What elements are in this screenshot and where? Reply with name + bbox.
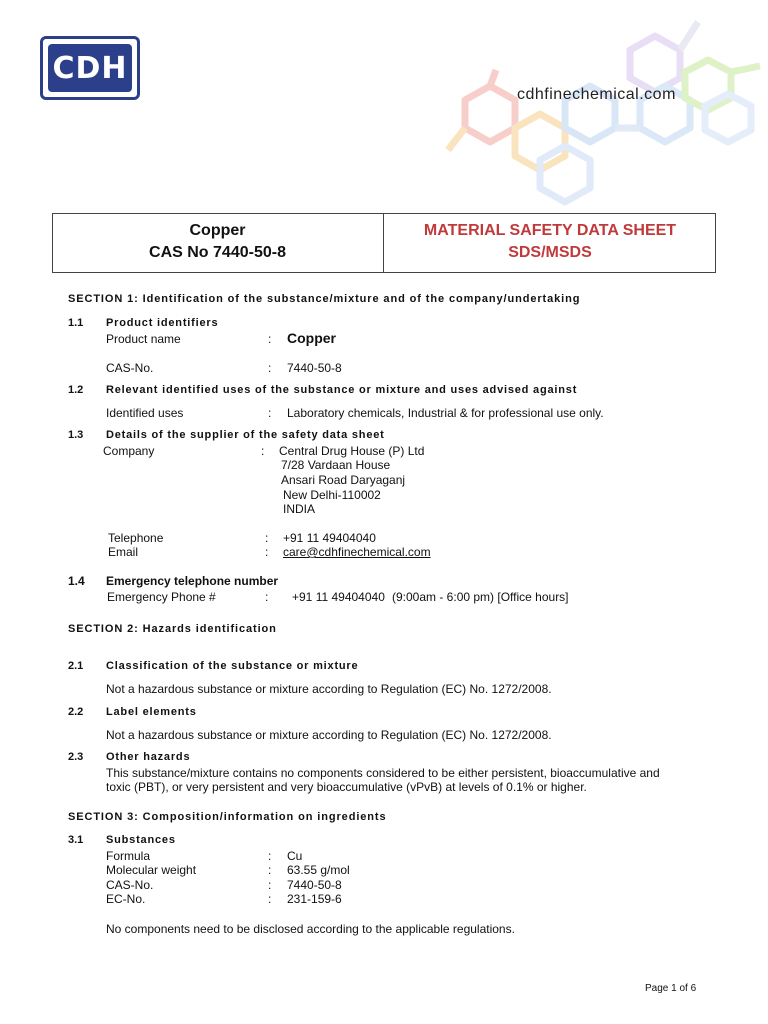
field-label: Molecular weight [106, 863, 197, 877]
address-line: Central Drug House (P) Ltd [279, 444, 425, 458]
cas-value: 7440-50-8 [287, 878, 342, 892]
body-text: toxic (PBT), or very persistent and very bioaccumulative (vPvB) at levels of 0.1% or higher. [106, 780, 587, 794]
emergency-phone-value: +91 11 49404040 [292, 590, 385, 604]
subsection-number: 2.3 [68, 751, 84, 763]
product-cas: CAS No 7440-50-8 [149, 244, 286, 261]
body-text: No components need to be disclosed according to the applicable regulations. [106, 922, 515, 936]
field-label: CAS-No. [106, 878, 154, 892]
body-text: Not a hazardous substance or mixture according to Regulation (EC) No. 1272/2008. [106, 682, 552, 696]
emergency-phone-hours: (9:00am - 6:00 pm) [Office hours] [392, 590, 569, 604]
page-number: Page 1 of 6 [645, 983, 697, 994]
address-line: INDIA [283, 502, 316, 516]
section-1-heading: SECTION 1: Identification of the substance/mixture and of the company/undertaking [68, 293, 581, 305]
cas-value: 7440-50-8 [287, 361, 342, 375]
subsection-number: 1.1 [68, 317, 84, 329]
field-label: Telephone [108, 531, 164, 545]
subsection-number: 1.3 [68, 429, 84, 441]
subsection-number: 2.2 [68, 706, 84, 718]
subsection-number: 3.1 [68, 834, 84, 846]
subsection-number: 1.4 [68, 574, 85, 588]
ec-value: 231-159-6 [287, 892, 342, 906]
colon: : [268, 878, 272, 892]
body-text: This substance/mixture contains no components considered to be either persistent, bioaccumulative and [106, 766, 660, 780]
msds-subtitle: SDS/MSDS [508, 244, 592, 261]
address-line: 7/28 Vardaan House [281, 458, 391, 472]
field-label: EC-No. [106, 892, 146, 906]
field-label: CAS-No. [106, 361, 154, 375]
field-label: Identified uses [106, 406, 184, 420]
section-3-heading: SECTION 3: Composition/information on ingredients [68, 811, 387, 823]
colon: : [268, 361, 272, 375]
cdh-logo-text: CDH [48, 44, 132, 92]
field-label: Product name [106, 332, 181, 346]
subsection-title: Product identifiers [106, 317, 219, 329]
colon: : [268, 406, 272, 420]
molecule-graphic [430, 10, 768, 210]
product-title: Copper [189, 222, 246, 239]
subsection-title: Classification of the substance or mixture [106, 660, 359, 672]
email-link[interactable]: care@cdhfinechemical.com [283, 545, 431, 559]
address-line: New Delhi-110002 [283, 488, 381, 502]
molecular-weight-value: 63.55 g/mol [287, 863, 350, 877]
product-name-value: Copper [287, 330, 336, 346]
address-line: Ansari Road Daryaganj [281, 473, 406, 487]
field-label: Company [103, 444, 155, 458]
formula-value: Cu [287, 849, 303, 863]
field-label: Formula [106, 849, 151, 863]
cdh-logo [40, 36, 140, 100]
telephone-value: +91 11 49404040 [283, 531, 376, 545]
subsection-title: Relevant identified uses of the substance or mixture and uses advised against [106, 384, 578, 396]
subsection-title: Label elements [106, 706, 197, 718]
colon: : [261, 444, 265, 458]
website-url[interactable]: cdhfinechemical.com [517, 86, 676, 103]
subsection-title: Other hazards [106, 751, 191, 763]
subsection-number: 1.2 [68, 384, 84, 396]
uses-value: Laboratory chemicals, Industrial & for professional use only. [287, 406, 604, 420]
msds-title: MATERIAL SAFETY DATA SHEET [423, 222, 677, 239]
subsection-title: Emergency telephone number [106, 574, 279, 588]
colon: : [268, 863, 272, 877]
subsection-title: Details of the supplier of the safety data sheet [106, 429, 385, 441]
ring-red [465, 86, 515, 142]
colon: : [265, 545, 269, 559]
colon: : [268, 892, 272, 906]
colon: : [268, 849, 272, 863]
field-label: Emergency Phone # [107, 590, 216, 604]
colon: : [265, 590, 269, 604]
body-text: Not a hazardous substance or mixture according to Regulation (EC) No. 1272/2008. [106, 728, 552, 742]
field-label: Email [108, 545, 139, 559]
colon: : [265, 531, 269, 545]
subsection-title: Substances [106, 834, 176, 846]
section-2-heading: SECTION 2: Hazards identification [68, 623, 277, 635]
colon: : [268, 332, 272, 346]
subsection-number: 2.1 [68, 660, 84, 672]
ring-purple [630, 36, 680, 92]
